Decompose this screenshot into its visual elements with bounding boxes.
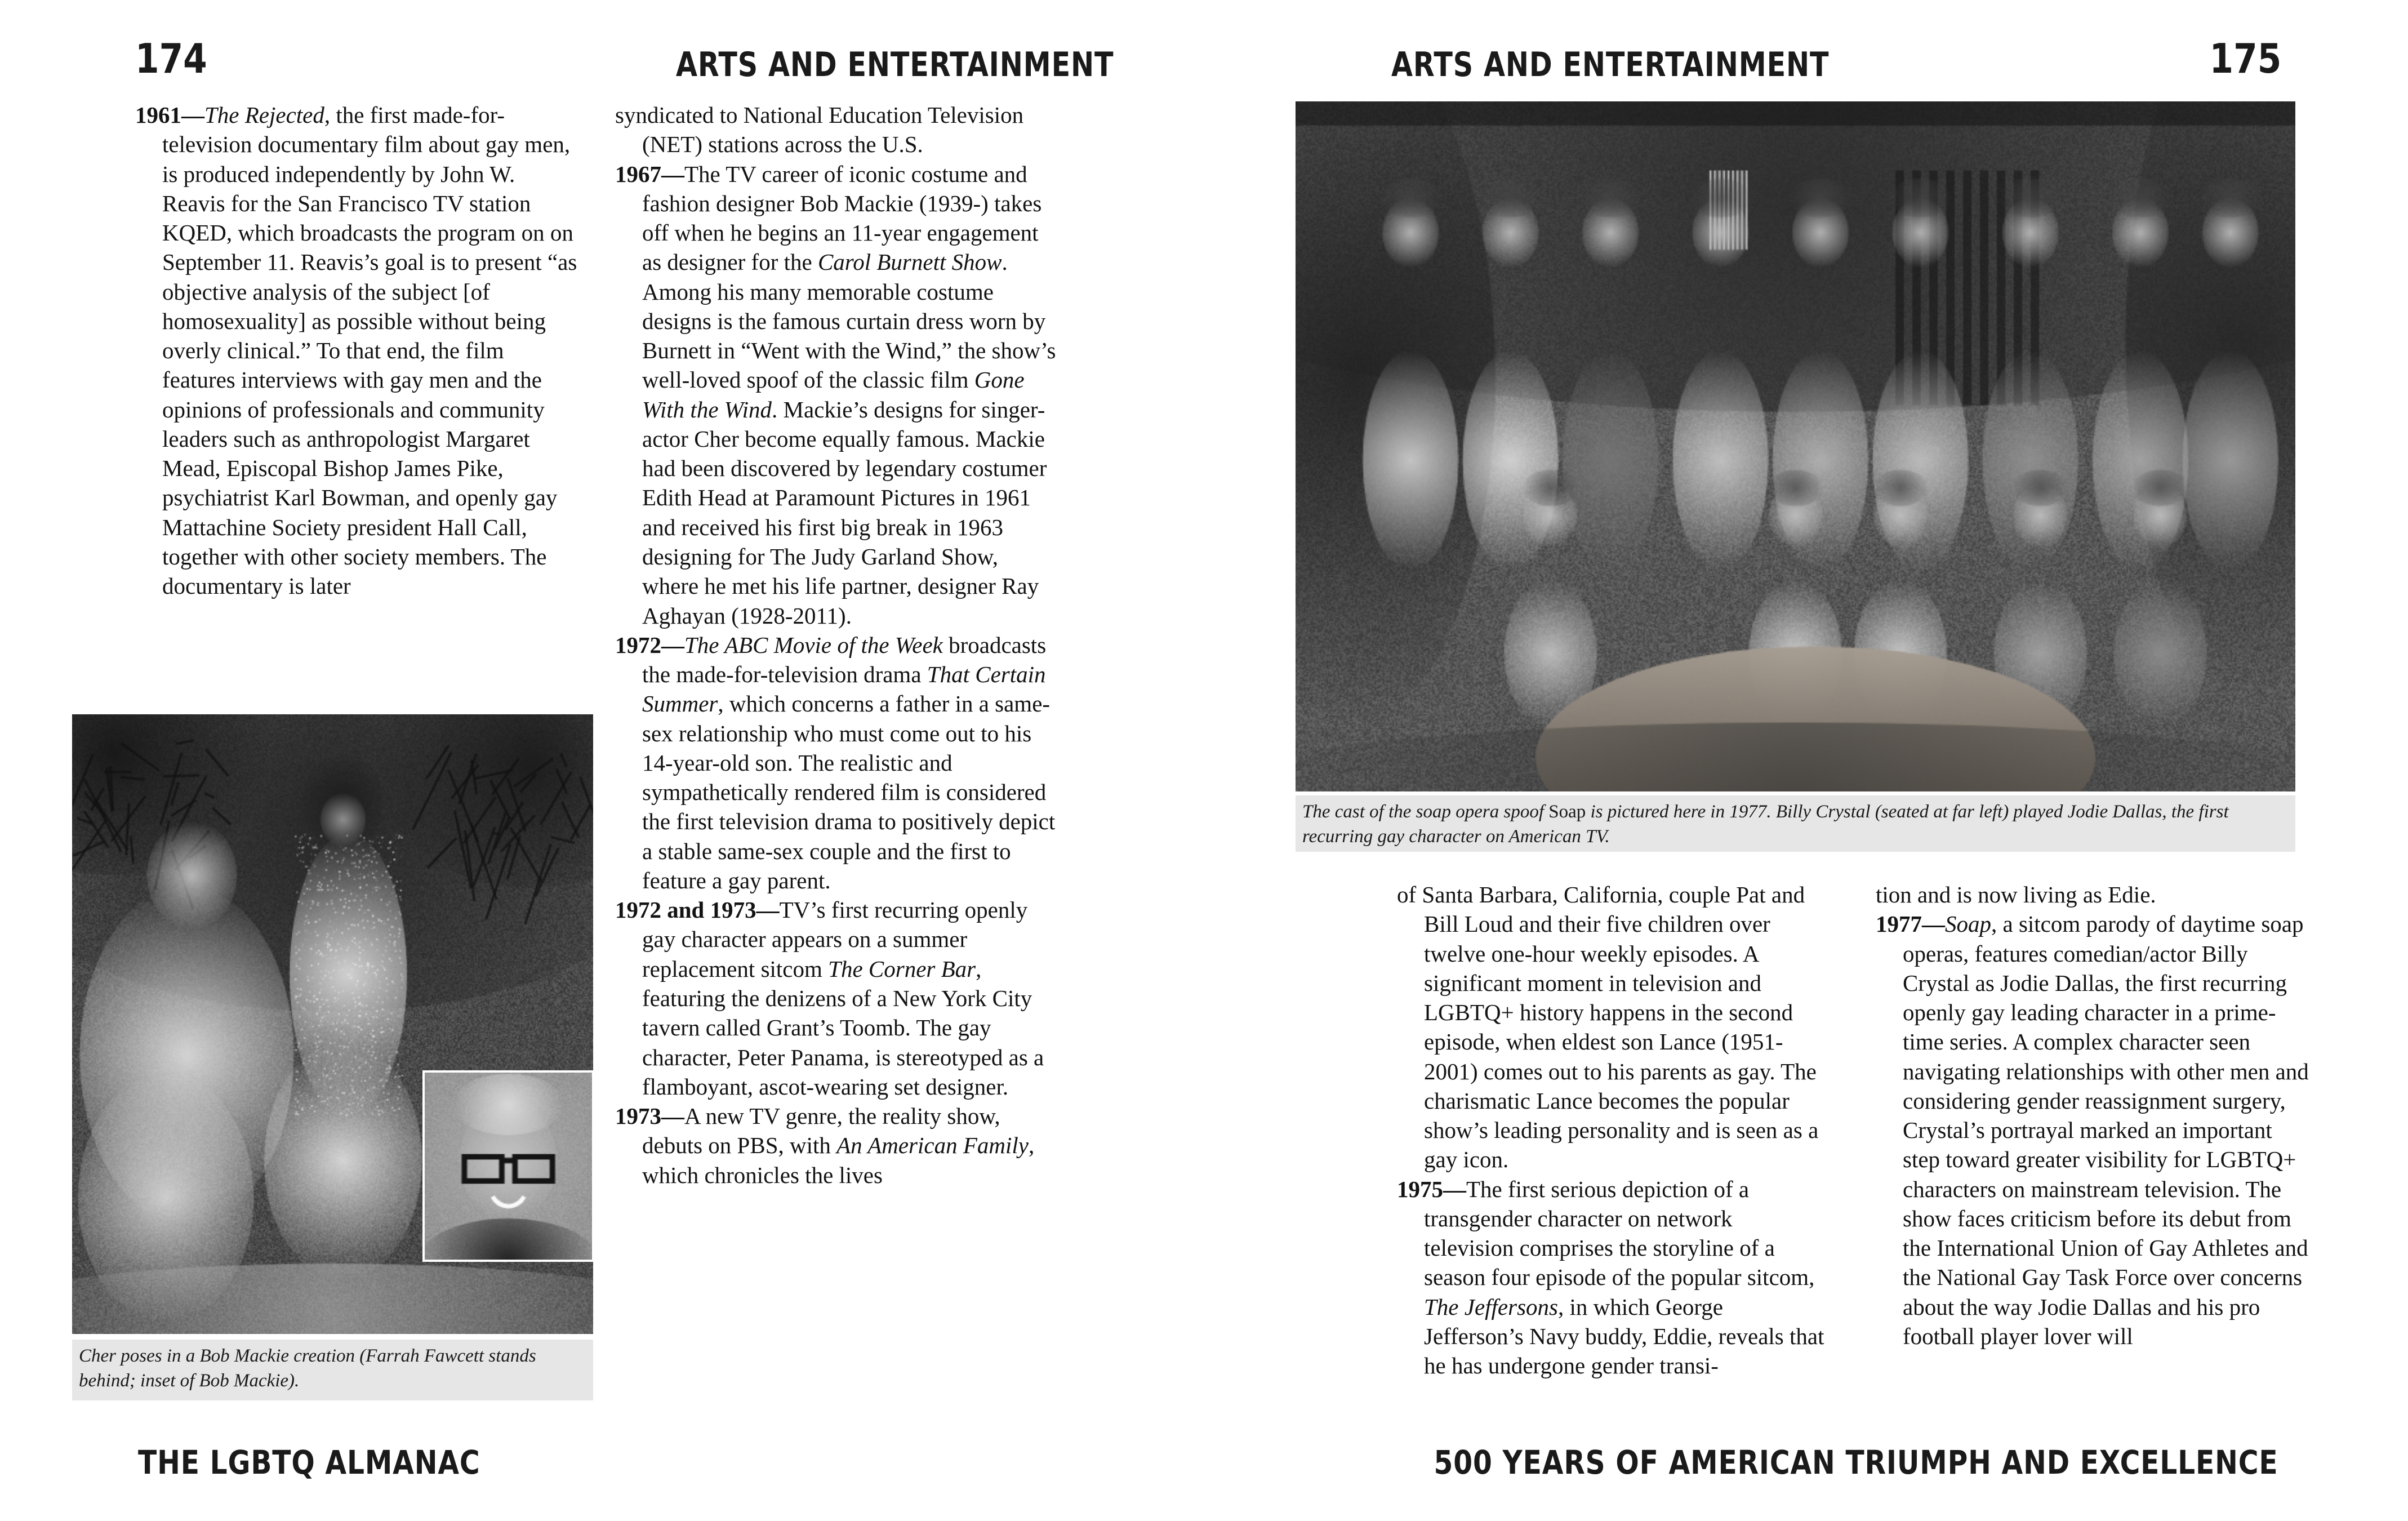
entry-title-the-jeffersons: The Jeffersons	[1424, 1293, 1558, 1320]
text-column-4	[1876, 880, 2309, 1351]
entry-year-1977: 1977—	[1876, 911, 1945, 937]
entry-1975-continuation: tion and is now living as Edie.	[1876, 882, 2156, 908]
page-number-left: 174	[135, 35, 207, 82]
text-column-2	[615, 100, 1060, 1190]
running-head-left: ARTS AND ENTERTAINMENT	[676, 45, 1114, 84]
entry-1972-1973-part-a: TV’s first recurring openly gay character appears on a summer replacement sitcom	[642, 897, 1028, 982]
entry-1977	[1876, 909, 2309, 1351]
entry-year-1972-1973: 1972 and 1973—	[615, 897, 780, 923]
entry-title-carol-burnett-show: Carol Burnett Show	[817, 249, 1002, 275]
entry-1973-continuation: of Santa Barbara, California, couple Pat and Bill Loud and their five children over twelve one-hour weekly episodes. A significant moment in television and LGBTQ+ history happens in the second episode, when eldest son Lance (1951-2001) comes out to his parents as gay. The charismatic Lance becomes the popular show’s leading personality and is seen as a gay icon.	[1397, 882, 1819, 1173]
entry-1967-part-c: . Mackie’s designs for singer-actor Cher become equally famous. Mackie had been discovered by legendary costumer Edith Head at Paramount Pictures in 1961 and received his first big break in 1963 designing for The Judy Garland Show, where he met his life partner, designer Ray Aghayan (1928-2011).	[642, 396, 1047, 629]
entry-1975	[1397, 1175, 1825, 1381]
entry-1961	[135, 100, 580, 601]
caption-soap-title: Soap	[1548, 802, 1586, 822]
caption-soap-photo	[1296, 795, 2295, 852]
entry-1977-part-a: , a sitcom parody of daytime soap operas, features comedian/actor Billy Crystal as Jodie Dallas, the first recurring openly gay leading character in a prime-time series. A complex character seen navigating relationships with other men and considering gender reassignment surgery, Crystal’s portrayal marked an important step toward greater visibility for LGBTQ+ characters on mainstream television. The show faces criticism before its debut from the International Union of Gay Athletes and the National Gay Task Force over concerns about the way Jodie Dallas and his pro football player lover will	[1903, 911, 2309, 1349]
entry-1973-part-b: , which chronicles the lives	[642, 1132, 1035, 1188]
entry-1975-part-a: The first serious depiction of a transgender character on network television comprises the storyline of a season four episode of the popular sitcom,	[1424, 1176, 1815, 1291]
caption-soap-part-b: is pictured here in 1977. Billy Crystal (seated at far left) played Jodie Dallas, the first recurring gay character on American TV.	[1302, 802, 2229, 847]
entry-title-an-american-family: An American Family	[836, 1132, 1029, 1159]
entry-title-that-certain-summer: That Certain Summer	[642, 661, 1046, 717]
entry-1972-part-a: broadcasts the made-for-television drama	[642, 631, 1047, 688]
footer-book-title: THE LGBTQ ALMANAC	[138, 1443, 480, 1482]
entry-1967	[615, 159, 1060, 630]
photo-inset-bob-mackie-portrait	[422, 1070, 594, 1262]
text-column-3	[1397, 880, 1825, 1381]
entry-title-abc-movie-of-the-week: The ABC Movie of the Week	[684, 631, 943, 658]
caption-cher-text: Cher poses in a Bob Mackie creation (Farrah Fawcett stands behind; inset of Bob Mackie).	[79, 1346, 536, 1391]
entry-title-the-corner-bar: The Corner Bar	[828, 955, 976, 982]
entry-title-gone-with-the-wind: Gone With the Wind	[642, 367, 1025, 422]
caption-soap-part-a: The cast of the soap opera spoof	[1302, 802, 1549, 822]
caption-cher-photo	[72, 1340, 593, 1400]
entry-1972-part-b: , which concerns a father in a same-sex relationship who must come out to his 14-year-old son. The realistic and sympathetically rendered film is considered the first television drama to positively depict a stable same-sex couple and the first to feature a gay parent.	[642, 691, 1056, 893]
entry-1972	[615, 630, 1060, 895]
entry-1961-continuation: syndicated to National Education Television (NET) stations across the U.S.	[615, 102, 1024, 158]
entry-1973-part-a: A new TV genre, the reality show, debuts on PBS, with	[642, 1103, 1000, 1159]
entry-1973	[615, 1101, 1060, 1190]
entry-title-soap: Soap	[1945, 911, 1991, 937]
entry-1967-part-a: The TV career of iconic costume and fashion designer Bob Mackie (1939-) takes off when he begins an 11-year engagement as designer for the	[642, 161, 1042, 275]
entry-1967-part-b: . Among his many memorable costume designs is the famous curtain dress worn by Burnett in “Went with the Wind,” the show’s well-loved spoof of the classic film	[642, 249, 1056, 393]
entry-year-1973: 1973—	[615, 1103, 684, 1129]
footer-book-subtitle: 500 YEARS OF AMERICAN TRIUMPH AND EXCELLENCE	[1434, 1443, 2278, 1482]
entry-title-rejected: The Rejected	[204, 102, 324, 128]
entry-year-1972: 1972—	[615, 631, 684, 658]
text-column-1	[135, 100, 580, 601]
entry-year-1967: 1967—	[615, 161, 684, 187]
entry-year-1961: 1961—	[135, 102, 204, 128]
entry-body-1961: , the first made-for-television documentary film about gay men, is produced independently by John W. Reavis for the San Francisco TV station KQED, which broadcasts the program on on September 11. Reavis’s goal is to present “as objective analysis of the subject [of homosexuality] as possible without being overly clinical.” To that end, the film features interviews with gay men and the opinions of professionals and community leaders such as anthropologist Margaret Mead, Episcopal Bishop James Pike, psychiatrist Karl Bowman, and openly gay Mattachine Society president Hall Call, together with other society members. The documentary is later	[162, 102, 577, 599]
running-head-right: ARTS AND ENTERTAINMENT	[1391, 45, 1830, 84]
entry-1975-part-b: , in which George Jefferson’s Navy buddy, Eddie, reveals that he has undergone gender transi-	[1424, 1293, 1824, 1379]
photo-soap-cast	[1296, 101, 2295, 791]
page-number-right: 175	[2209, 35, 2281, 82]
entry-year-1975: 1975—	[1397, 1176, 1466, 1202]
entry-1972-and-1973	[615, 895, 1060, 1101]
entry-1972-1973-part-b: , featuring the denizens of a New York City tavern called Grant’s Toomb. The gay character, Peter Panama, is stereotyped as a flamboyant, ascot-wearing set designer.	[642, 955, 1044, 1100]
